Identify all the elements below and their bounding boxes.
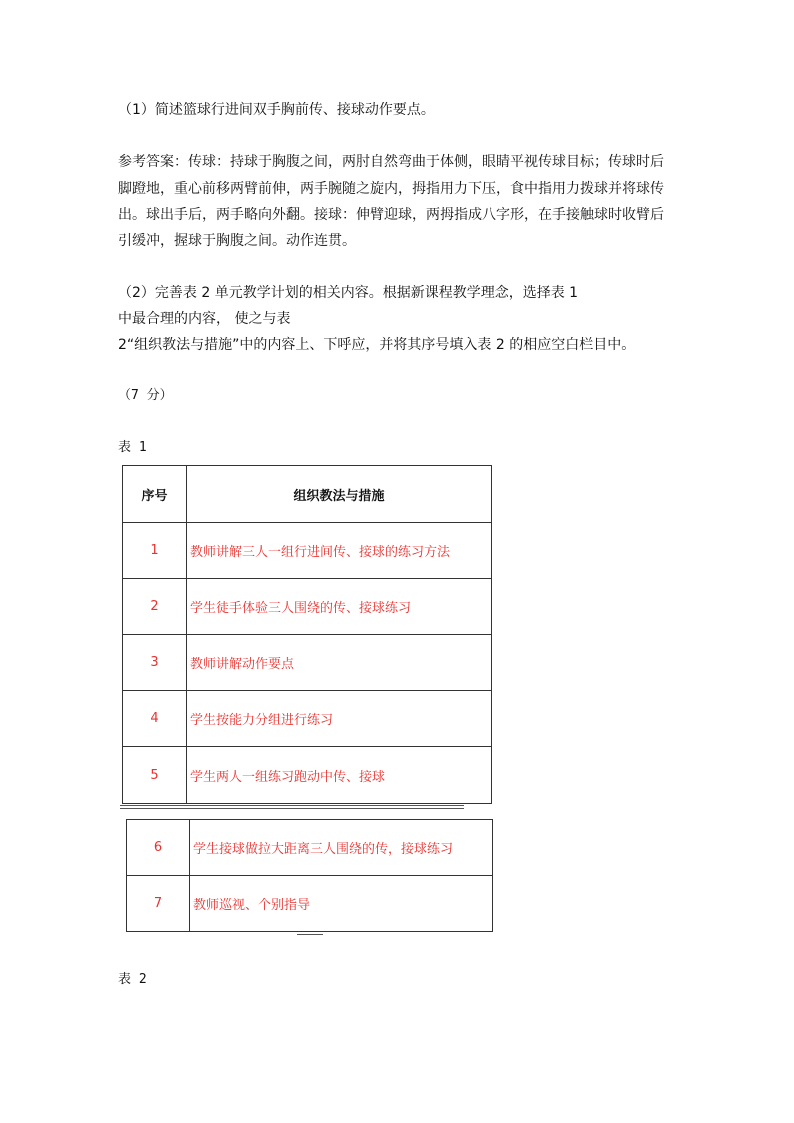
- row-text: 教师讲解动作要点: [187, 635, 492, 691]
- table-row: [123, 691, 492, 747]
- question2-score: （7 分）: [118, 388, 173, 403]
- table2-caption: 表 2: [118, 972, 147, 987]
- divider-line: [120, 808, 464, 809]
- row-text: 教师讲解三人一组行进间传、接球的练习方法: [187, 523, 492, 579]
- answer-line-1: 参考答案：传球：持球于胸腹之间，两肘自然弯曲于体侧，眼睛平视传球目标；传球时后: [118, 154, 664, 170]
- row-number: 7: [127, 876, 190, 932]
- question1-prompt: （1）简述篮球行进间双手胸前传、接球动作要点。: [118, 102, 435, 118]
- row-text: 学生两人一组练习跑动中传、接球: [187, 747, 492, 804]
- question2-line-1: （2）完善表 2 单元教学计划的相关内容。根据新课程教学理念，选择表 1: [118, 285, 579, 301]
- row-text: 学生按能力分组进行练习: [187, 691, 492, 747]
- row-number: 6: [127, 820, 190, 876]
- table1-part1: [122, 465, 492, 804]
- answer-line-3: 出。球出手后，两手略向外翻。接球：伸臂迎球，两拇指成八字形，在手接触球时收臂后: [118, 207, 664, 223]
- header-method: 组织教法与措施: [187, 466, 492, 523]
- row-text: 教师巡视、个别指导: [190, 876, 493, 932]
- table1-header-row: [123, 466, 492, 523]
- answer-line-4: 引缓冲，握球于胸腹之间。动作连贯。: [118, 233, 356, 249]
- table-row: [127, 820, 493, 876]
- row-number: 4: [123, 691, 187, 747]
- divider-line: [297, 934, 323, 935]
- table1-caption: 表 1: [118, 440, 147, 455]
- answer-line-2: 脚蹬地，重心前移两臂前伸，两手腕随之旋内，拇指用力下压，食中指用力拨球并将球传: [118, 181, 664, 197]
- table-row: [123, 579, 492, 635]
- row-number: 1: [123, 523, 187, 579]
- row-number: 3: [123, 635, 187, 691]
- table-row: [123, 523, 492, 579]
- question2-line-2: 中最合理的内容， 使之与表: [118, 311, 291, 327]
- table-row: [123, 747, 492, 804]
- divider-line: [120, 805, 464, 806]
- row-number: 5: [123, 747, 187, 804]
- table-row: [127, 876, 493, 932]
- row-number: 2: [123, 579, 187, 635]
- row-text: 学生徒手体验三人围绕的传、接球练习: [187, 579, 492, 635]
- row-text: 学生接球做拉大距离三人围绕的传，接球练习: [190, 820, 493, 876]
- table1-part2: [126, 819, 493, 932]
- header-seq: 序号: [123, 466, 187, 523]
- table-row: [123, 635, 492, 691]
- question2-line-3: 2“组织教法与措施”中的内容上、下呼应，并将其序号填入表 2 的相应空白栏目中。: [118, 337, 636, 353]
